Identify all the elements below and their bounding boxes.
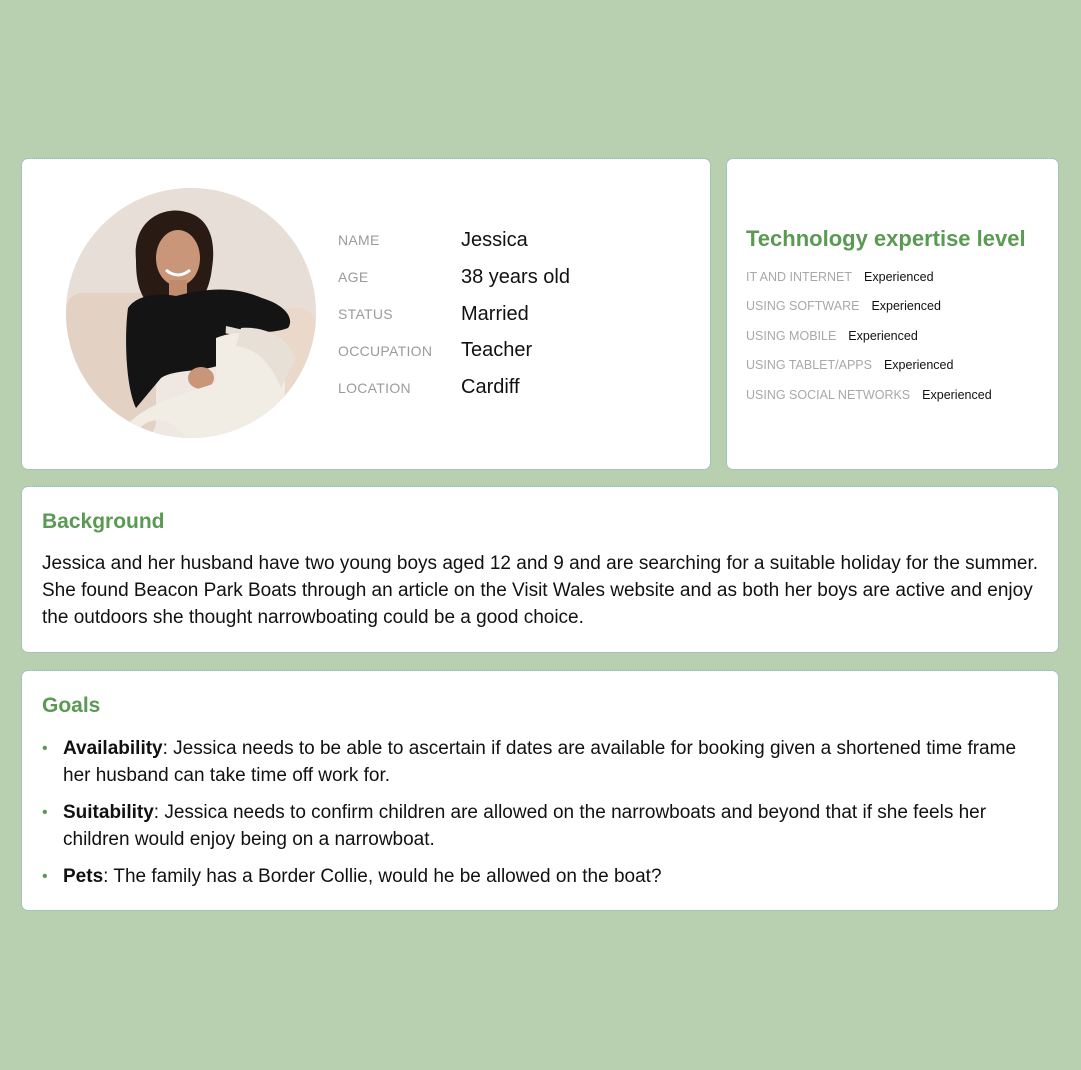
goals-card (22, 671, 1058, 910)
tech-row-value: Experienced (922, 388, 992, 402)
goal-text: : Jessica needs to confirm children are allowed on the narrowboats and beyond that if she feels her children would enjoy being on a narrowboat. (63, 802, 987, 850)
name-label: NAME (338, 232, 380, 248)
tech-row (746, 388, 992, 402)
avatar-photo (66, 188, 316, 438)
goal-term: Availability (63, 738, 163, 759)
tech-row-value: Experienced (848, 329, 918, 343)
tech-row-value: Experienced (883, 358, 954, 372)
goal-item (42, 799, 1042, 853)
tech-row-label: USING MOBILE (746, 329, 837, 343)
bullet-icon: • (42, 868, 48, 885)
goal-text: : Jessica needs to be able to ascertain if dates are available for booking given a shortened time frame her husband can take time off work for. (63, 738, 1017, 786)
status-label: STATUS (338, 306, 393, 322)
tech-row (746, 329, 918, 343)
bullet-icon: • (42, 804, 48, 821)
goal-term: Suitability (63, 802, 154, 823)
goals-title: Goals (42, 694, 101, 717)
tech-row-label: USING TABLET/APPS (746, 358, 872, 372)
goal-item (42, 863, 1042, 890)
age-value: 38 years old (461, 266, 570, 288)
tech-row-label: USING SOCIAL NETWORKS (746, 388, 911, 402)
location-label: LOCATION (338, 380, 411, 396)
background-title: Background (42, 510, 165, 533)
goal-text: : The family has a Border Collie, would he be allowed on the boat? (103, 866, 662, 887)
background-card (22, 487, 1058, 652)
goal-term: Pets (63, 866, 104, 887)
occupation-value: Teacher (461, 339, 533, 361)
tech-row-label: USING SOFTWARE (746, 299, 860, 313)
tech-title: Technology expertise level (746, 226, 1026, 251)
tech-row (746, 299, 941, 313)
bullet-icon: • (42, 740, 48, 757)
name-value: Jessica (461, 229, 528, 251)
tech-row-value: Experienced (864, 270, 934, 284)
tech-row (746, 270, 934, 284)
occupation-label: OCCUPATION (338, 343, 433, 359)
tech-row-label: IT AND INTERNET (746, 270, 853, 284)
location-value: Cardiff (461, 376, 520, 398)
profile-card (22, 159, 710, 469)
avatar (66, 188, 316, 438)
tech-row (746, 358, 953, 372)
status-value: Married (461, 303, 529, 325)
goal-item (42, 735, 1042, 789)
background-text: Jessica and her husband have two young boys aged 12 and 9 and are searching for a suitable holiday for the summer. She found Beacon Park Boats through an article on the Visit Wales website and as both her boys are active and enjoy the outdoors she thought narrowboating could be a good choice. (42, 553, 1039, 628)
tech-row-value: Experienced (871, 299, 941, 313)
age-label: AGE (338, 269, 369, 285)
goals-list (42, 735, 1042, 900)
tech-expertise-card (727, 159, 1058, 469)
